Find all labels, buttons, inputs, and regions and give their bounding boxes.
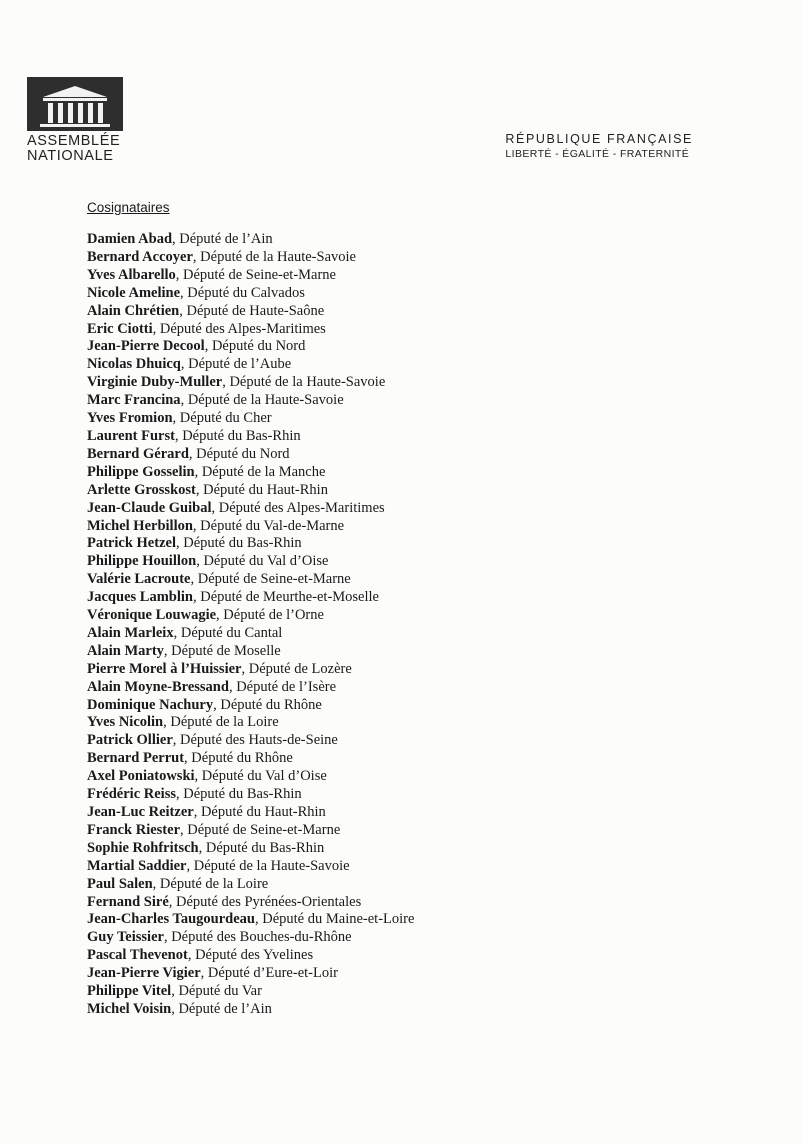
- signatory-constituency: , Député d’Eure-et-Loir: [200, 965, 338, 982]
- list-item: [87, 553, 414, 571]
- signatory-constituency: , Député du Rhône: [184, 750, 293, 767]
- list-item: [87, 356, 414, 374]
- signatory-name: Jacques Lamblin: [87, 589, 193, 606]
- list-item: [87, 750, 414, 768]
- signatory-constituency: , Député du Haut-Rhin: [195, 481, 328, 498]
- signatory-constituency: , Député du Nord: [188, 445, 290, 462]
- signatory-constituency: , Député de l’Aube: [180, 356, 292, 373]
- signatory-constituency: , Député de la Manche: [194, 463, 326, 480]
- signatory-constituency: , Député de la Loire: [163, 714, 279, 731]
- signatory-name: Jean-Claude Guibal: [87, 499, 212, 516]
- signatory-constituency: , Député du Bas-Rhin: [174, 427, 301, 444]
- signatory-constituency: , Député des Alpes-Maritimes: [211, 499, 385, 516]
- signatory-name: Pierre Morel à l’Huissier: [87, 660, 242, 677]
- list-item: [87, 894, 414, 912]
- signatory-name: Nicolas Dhuicq: [87, 356, 181, 373]
- signatory-constituency: , Député du Cher: [172, 410, 272, 427]
- signatory-name: Yves Nicolin: [87, 714, 164, 731]
- signatory-constituency: , Député du Cantal: [173, 624, 283, 641]
- signatory-name: Patrick Ollier: [87, 732, 173, 749]
- signatory-name: Philippe Vitel: [87, 983, 172, 1000]
- list-item: [87, 231, 414, 249]
- logo-line-2: NATIONALE: [27, 148, 114, 164]
- signatory-name: Alain Moyne-Bressand: [87, 678, 229, 695]
- signatory-constituency: , Député de Seine-et-Marne: [175, 266, 336, 283]
- signatory-constituency: , Député du Nord: [204, 338, 306, 355]
- list-item: [87, 768, 414, 786]
- list-item: [87, 804, 414, 822]
- signatory-name: Bernard Perrut: [87, 750, 185, 767]
- signatory-constituency: , Député de Lozère: [241, 660, 352, 677]
- signatory-name: Bernard Accoyer: [87, 248, 193, 265]
- signatory-name: Jean-Luc Reitzer: [87, 804, 194, 820]
- list-item: [87, 321, 414, 339]
- signatory-constituency: , Député de la Haute-Savoie: [186, 857, 350, 874]
- signatory-name: Pascal Thevenot: [87, 947, 188, 964]
- signatory-constituency: , Député du Bas-Rhin: [198, 839, 325, 856]
- signatory-constituency: , Député de Haute-Saône: [179, 302, 325, 319]
- list-item: [87, 589, 414, 607]
- signatory-constituency: , Député du Val d’Oise: [196, 553, 329, 570]
- signatory-name: Alain Chrétien: [87, 302, 180, 319]
- list-item: [87, 518, 414, 536]
- logo-line-1: ASSEMBLÉE: [27, 133, 121, 149]
- republic-motto: LIBERTÉ - ÉGALITÉ - FRATERNITÉ: [505, 148, 690, 160]
- list-item: [87, 983, 414, 1001]
- republic-header: [505, 131, 693, 161]
- signatory-constituency: , Député de la Haute-Savoie: [180, 392, 344, 409]
- signatory-name: Axel Poniatowski: [87, 768, 195, 785]
- list-item: [87, 714, 414, 732]
- list-item: [87, 535, 414, 553]
- list-item: [87, 732, 414, 750]
- list-item: [87, 947, 414, 965]
- assemblee-nationale-logo: [27, 77, 127, 164]
- signatory-constituency: , Député du Rhône: [213, 696, 322, 713]
- list-item: [87, 643, 414, 661]
- signatory-name: Eric Ciotti: [87, 320, 153, 337]
- signatory-constituency: , Député de l’Ain: [172, 231, 273, 247]
- list-item: [87, 500, 414, 518]
- signatory-constituency: , Député du Var: [171, 983, 262, 1000]
- signatory-name: Philippe Houillon: [87, 553, 197, 570]
- signatory-constituency: , Député des Alpes-Maritimes: [152, 320, 326, 337]
- signatory-name: Véronique Louwagie: [87, 607, 217, 624]
- list-item: [87, 303, 414, 321]
- signatory-name: Dominique Nachury: [87, 696, 214, 713]
- list-item: [87, 929, 414, 947]
- signatory-name: Yves Fromion: [87, 410, 173, 427]
- palais-bourbon-icon: [27, 77, 123, 131]
- list-item: [87, 786, 414, 804]
- signatory-constituency: , Député des Bouches-du-Rhône: [163, 929, 352, 946]
- signatory-constituency: , Député de la Loire: [152, 875, 269, 892]
- signatory-constituency: , Député du Val-de-Marne: [192, 517, 345, 534]
- signatory-name: Frédéric Reiss: [87, 786, 176, 803]
- signatory-name: Franck Riester: [87, 821, 181, 838]
- list-item: [87, 625, 414, 643]
- signatory-name: Martial Saddier: [87, 857, 187, 874]
- list-item: [87, 1001, 414, 1019]
- signatory-name: Sophie Rohfritsch: [87, 839, 199, 856]
- signatory-name: Fernand Siré: [87, 893, 169, 910]
- signatory-constituency: , Député de la Haute-Savoie: [192, 248, 356, 265]
- signatory-constituency: , Député du Val d’Oise: [194, 768, 327, 785]
- list-item: [87, 482, 414, 500]
- list-item: [87, 446, 414, 464]
- list-item: [87, 911, 414, 929]
- signatory-name: Philippe Gosselin: [87, 463, 195, 480]
- signatory-constituency: , Député du Haut-Rhin: [193, 804, 326, 820]
- signatory-constituency: , Député du Bas-Rhin: [175, 535, 302, 552]
- list-item: [87, 464, 414, 482]
- signatory-constituency: , Député de Moselle: [163, 642, 281, 659]
- signatory-name: Paul Salen: [87, 875, 153, 892]
- signatory-name: Laurent Furst: [87, 427, 175, 444]
- list-item: [87, 392, 414, 410]
- signatory-name: Jean-Pierre Vigier: [87, 965, 201, 982]
- list-item: [87, 571, 414, 589]
- list-item: [87, 410, 414, 428]
- signatory-constituency: , Député des Hauts-de-Seine: [172, 732, 338, 749]
- signatory-constituency: , Député de Seine-et-Marne: [180, 821, 341, 838]
- signatory-name: Guy Teissier: [87, 929, 164, 946]
- signatory-constituency: , Député du Bas-Rhin: [175, 786, 302, 803]
- signatory-list: [87, 231, 414, 1019]
- signatory-constituency: , Député de l’Orne: [216, 607, 324, 624]
- signatory-constituency: , Député de Meurthe-et-Moselle: [192, 589, 379, 606]
- signatory-name: Michel Herbillon: [87, 517, 193, 534]
- signatory-name: Nicole Ameline: [87, 284, 181, 301]
- list-item: [87, 249, 414, 267]
- list-item: [87, 965, 414, 983]
- signatory-name: Virginie Duby-Muller: [87, 374, 223, 391]
- list-item: [87, 697, 414, 715]
- signatory-name: Patrick Hetzel: [87, 535, 176, 552]
- list-item: [87, 428, 414, 446]
- signatory-constituency: , Député de la Haute-Savoie: [222, 374, 386, 391]
- signatory-constituency: , Député des Yvelines: [187, 947, 314, 964]
- signatory-constituency: , Député du Maine-et-Loire: [255, 911, 415, 928]
- signatory-constituency: , Député de Seine-et-Marne: [190, 571, 351, 588]
- signatory-name: Jean-Pierre Decool: [87, 338, 205, 355]
- signatory-constituency: , Député des Pyrénées-Orientales: [168, 893, 362, 910]
- list-item: [87, 840, 414, 858]
- list-item: [87, 607, 414, 625]
- list-item: [87, 661, 414, 679]
- list-item: [87, 876, 414, 894]
- signatory-name: Jean-Charles Taugourdeau: [87, 911, 255, 928]
- signatory-name: Bernard Gérard: [87, 445, 189, 462]
- signatory-name: Alain Marty: [87, 642, 164, 659]
- signatory-constituency: , Député du Calvados: [180, 284, 305, 301]
- list-item: [87, 338, 414, 356]
- page-heading: Cosignataires: [87, 200, 170, 215]
- signatory-name: Alain Marleix: [87, 624, 174, 641]
- list-item: [87, 285, 414, 303]
- signatory-constituency: , Député de l’Isère: [228, 678, 337, 695]
- signatory-name: Arlette Grosskost: [87, 481, 196, 498]
- list-item: [87, 267, 414, 285]
- signatory-name: Marc Francina: [87, 392, 181, 409]
- republic-title: RÉPUBLIQUE FRANÇAISE: [505, 132, 693, 146]
- list-item: [87, 858, 414, 876]
- signatory-name: Yves Albarello: [87, 266, 176, 283]
- list-item: [87, 679, 414, 697]
- list-item: [87, 374, 414, 392]
- signatory-name: Valérie Lacroute: [87, 571, 191, 588]
- signatory-name: Damien Abad: [87, 231, 173, 247]
- signatory-constituency: , Député de l’Ain: [171, 1000, 272, 1017]
- signatory-name: Michel Voisin: [87, 1000, 172, 1017]
- list-item: [87, 822, 414, 840]
